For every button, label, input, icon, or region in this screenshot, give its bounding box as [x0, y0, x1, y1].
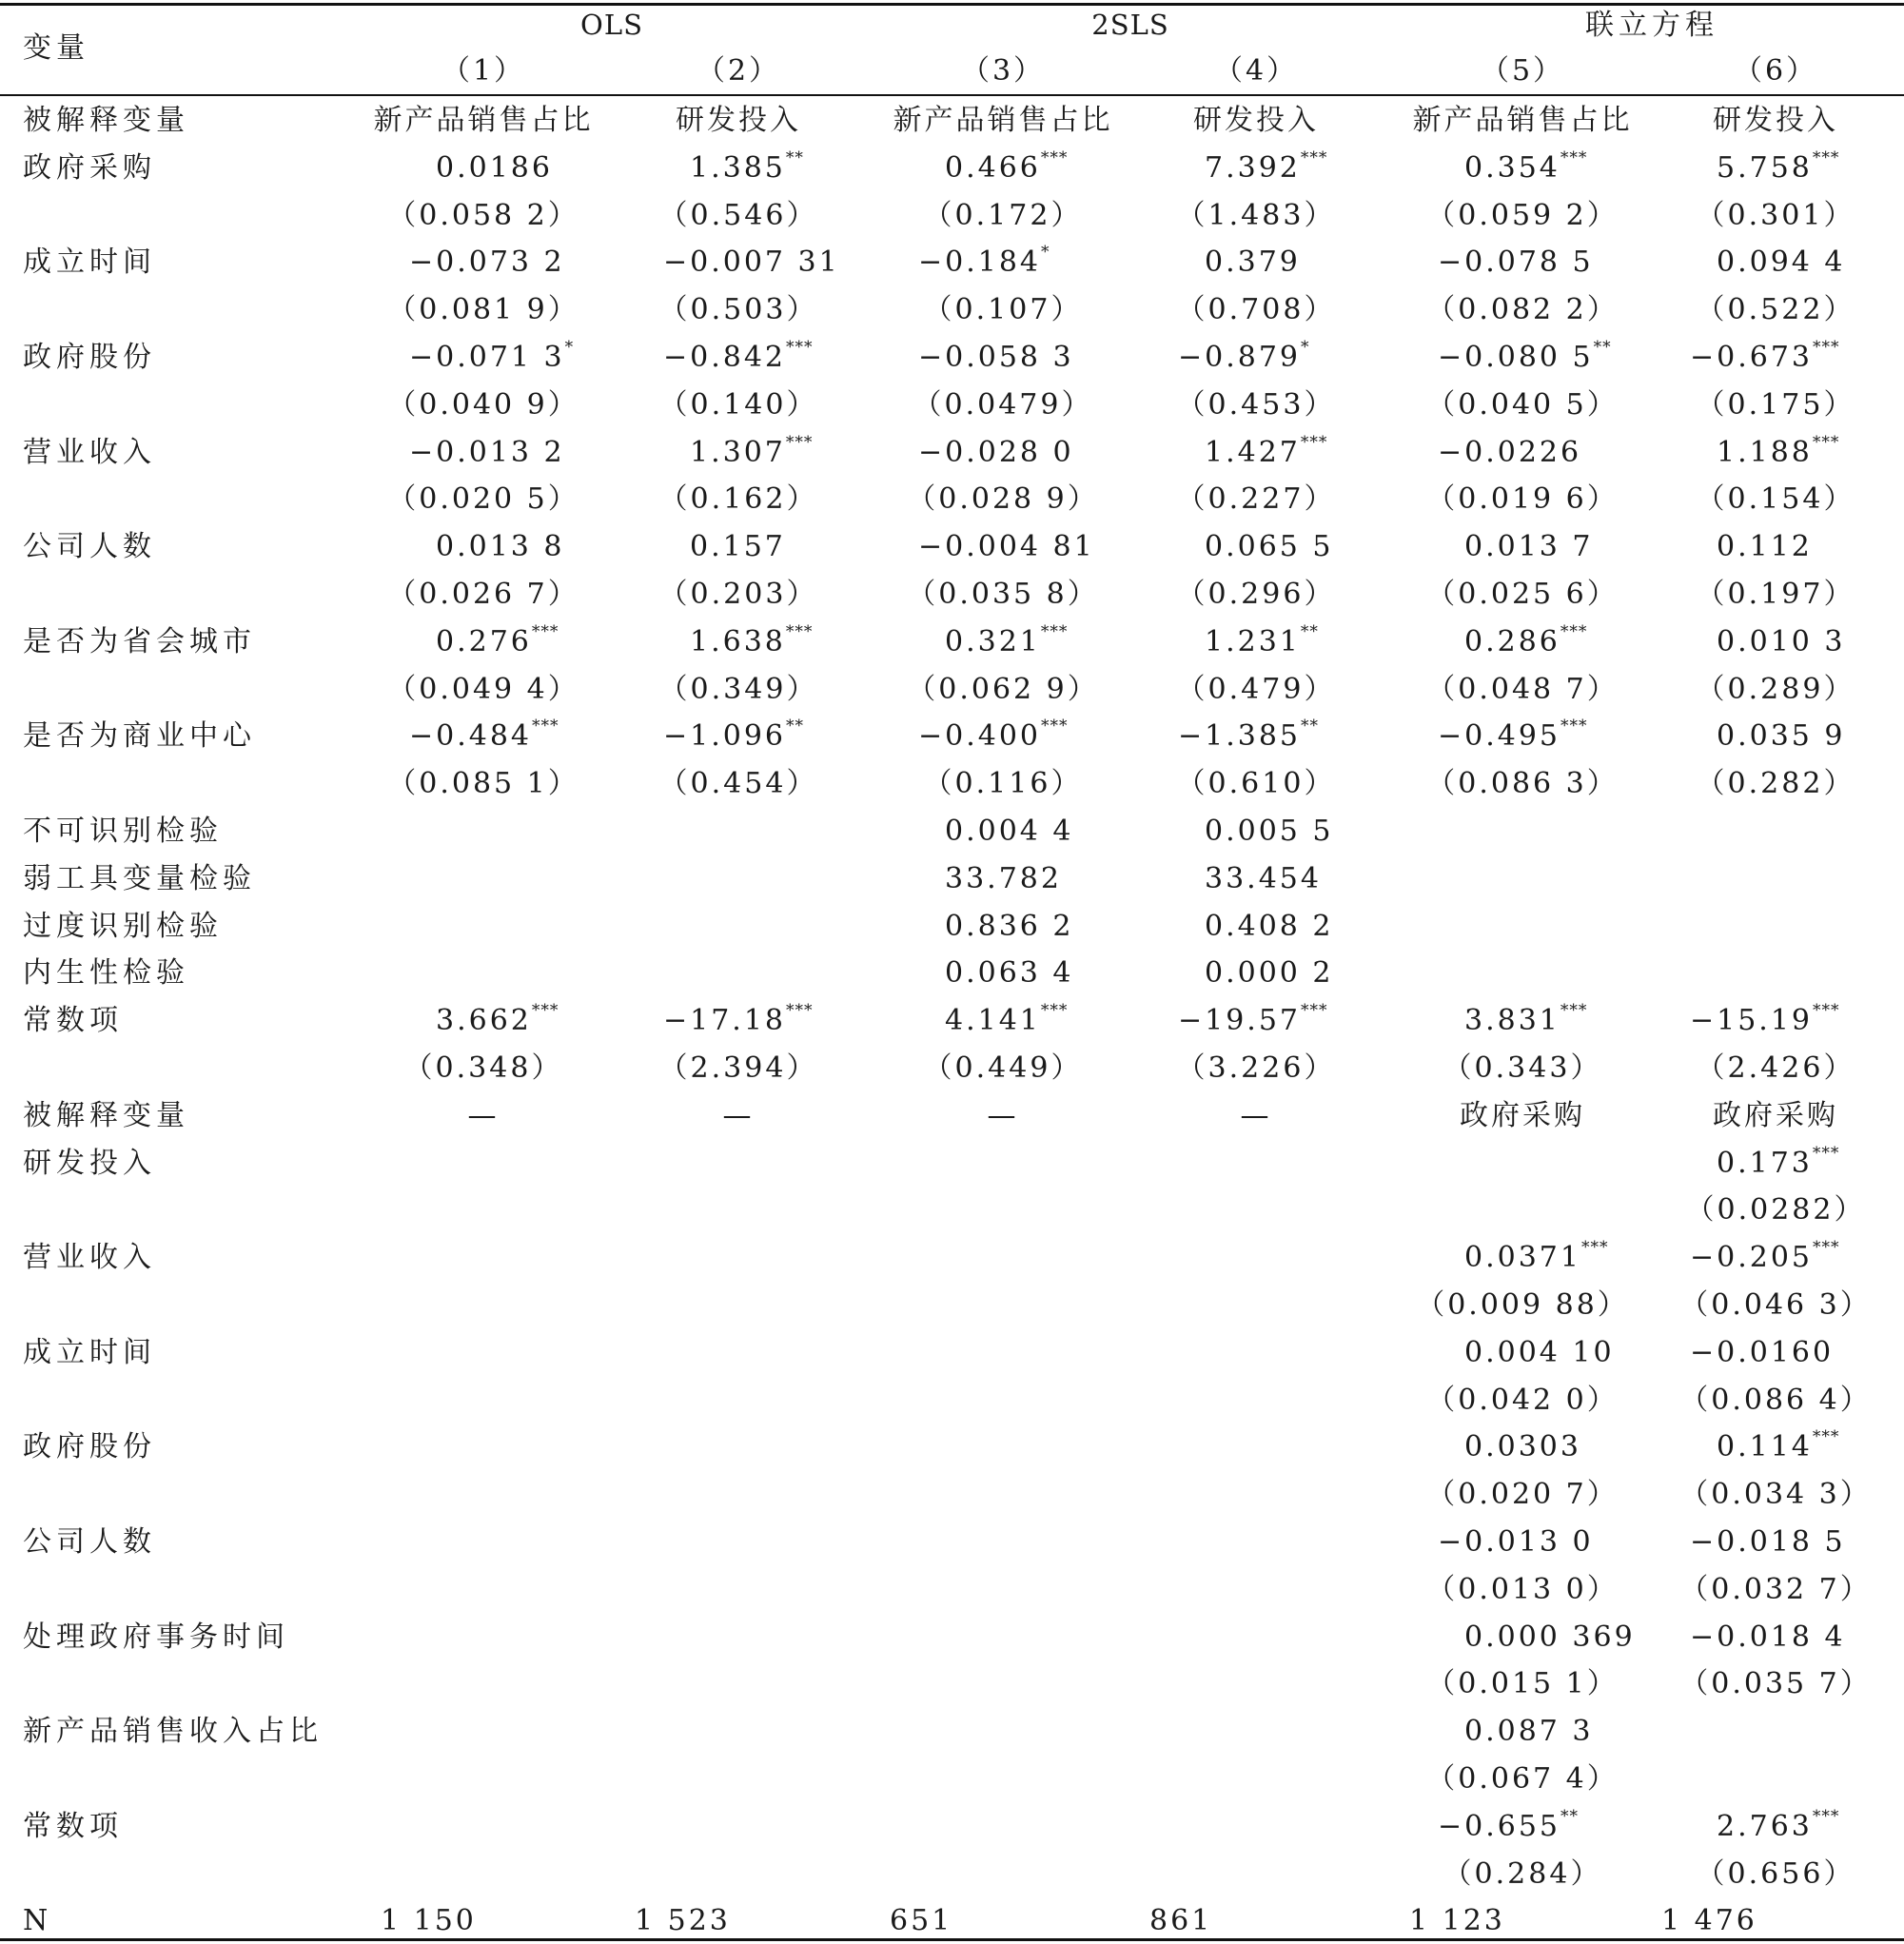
table-cell: （0.289） [1696, 673, 1855, 706]
table-cell: −0.078 5 [1438, 245, 1594, 279]
table-cell: （0.086 4） [1679, 1384, 1872, 1417]
table-cell: （0.522） [1696, 293, 1855, 326]
column-number-6: （6） [1733, 54, 1818, 88]
table-cell: −0.184* [918, 243, 1050, 279]
table-cell: 1.638*** [690, 622, 814, 658]
group-header-2sls: 2SLS [1091, 9, 1169, 41]
table-cell: （0.040 9） [387, 388, 579, 422]
table-cell: 0.010 3 [1717, 625, 1846, 658]
table-cell: （0.019 6） [1426, 482, 1619, 516]
table-cell: （0.172） [923, 199, 1083, 232]
table-cell: 5.758*** [1717, 148, 1840, 185]
table-cell: 0.005 5 [1205, 815, 1334, 848]
table-cell: 0.276*** [436, 622, 559, 658]
column-number-4: （4） [1213, 54, 1299, 88]
table-cell: （0.081 9） [387, 293, 579, 326]
table-cell: 政府采购 [1460, 1099, 1585, 1132]
table-cell: 政府采购 [1713, 1099, 1838, 1132]
table-cell: （0.013 0） [1426, 1573, 1619, 1606]
column-number-2: （2） [696, 54, 781, 88]
table-cell: （0.020 7） [1426, 1478, 1619, 1511]
table-cell: （0.284） [1443, 1857, 1602, 1891]
table-cell: — [1240, 1099, 1272, 1132]
table-cell: （0.046 3） [1679, 1288, 1872, 1322]
table-cell: −0.673*** [1690, 338, 1840, 374]
table-cell: −0.058 3 [918, 341, 1074, 374]
table-cell: （0.282） [1696, 767, 1855, 800]
table-cell: 0.408 2 [1205, 910, 1334, 943]
table-cell: 0.004 10 [1464, 1336, 1615, 1369]
table-cell: （0.059 2） [1426, 199, 1619, 232]
table-cell: 新产品销售占比 [893, 104, 1113, 137]
table-cell: 0.354*** [1464, 148, 1588, 185]
row-label: 公司人数 [23, 530, 156, 563]
table-cell: （0.348） [403, 1051, 563, 1085]
group-header-ols: OLS [580, 9, 643, 41]
table-cell: −15.19*** [1690, 1001, 1840, 1037]
row-label: 是否为省会城市 [23, 625, 256, 658]
row-label: 成立时间 [23, 1336, 156, 1369]
column-number-5: （5） [1480, 54, 1565, 88]
table-cell: −0.0160 [1690, 1336, 1835, 1369]
table-cell: 研发投入 [1713, 104, 1838, 137]
table-cell: −0.495*** [1438, 717, 1588, 753]
table-cell: （2.394） [658, 1051, 818, 1085]
table-cell: 4.141*** [945, 1001, 1069, 1037]
table-cell: （0.067 4） [1426, 1762, 1619, 1796]
table-cell: 0.004 4 [945, 815, 1074, 848]
table-cell: （0.449） [923, 1051, 1083, 1085]
table-cell: （0.042 0） [1426, 1384, 1619, 1417]
row-label: 内生性检验 [23, 956, 189, 990]
row-label: 成立时间 [23, 245, 156, 279]
table-cell: 0.112 [1717, 530, 1813, 563]
table-cell: 1 523 [635, 1904, 731, 1937]
row-label: 被解释变量 [23, 1099, 189, 1132]
table-cell: 0.000 2 [1205, 956, 1334, 990]
table-cell: −0.655** [1438, 1807, 1580, 1843]
table-cell: 0.0303 [1464, 1430, 1581, 1463]
table-cell: — [467, 1099, 500, 1132]
table-cell: （0.026 7） [387, 578, 579, 611]
table-cell: −17.18*** [663, 1001, 814, 1037]
table-cell: −0.400*** [918, 717, 1069, 753]
table-cell: −0.071 3* [409, 338, 575, 374]
row-label: 政府股份 [23, 341, 156, 374]
table-cell: 3.662*** [436, 1001, 559, 1037]
table-cell: −0.018 4 [1690, 1620, 1846, 1654]
table-cell: 0.466*** [945, 148, 1069, 185]
table-cell: （0.086 3） [1426, 767, 1619, 800]
table-cell: （0.197） [1696, 578, 1855, 611]
table-cell: （0.708） [1176, 293, 1336, 326]
table-cell: 0.0371*** [1464, 1238, 1609, 1274]
table-cell: 1.385** [690, 148, 804, 185]
table-cell: 新产品销售占比 [373, 104, 594, 137]
table-cell: （0.503） [658, 293, 818, 326]
row-label: 政府股份 [23, 1430, 156, 1463]
table-cell: （0.048 7） [1426, 673, 1619, 706]
table-cell: 0.157 [690, 530, 786, 563]
table-cell: −0.0226 [1438, 436, 1582, 469]
table-cell: （0.162） [658, 482, 818, 516]
table-cell: 1.427*** [1205, 433, 1328, 469]
table-cell: 0.000 369 [1464, 1620, 1636, 1654]
table-cell: 0.013 7 [1464, 530, 1594, 563]
table-cell: −0.028 0 [918, 436, 1074, 469]
table-cell: 1 476 [1661, 1904, 1757, 1937]
table-cell: 研发投入 [1193, 104, 1319, 137]
table-cell: 0.063 4 [945, 956, 1074, 990]
table-cell: 33.454 [1205, 862, 1322, 895]
variable-header: 变量 [23, 31, 89, 65]
table-cell: 0.836 2 [945, 910, 1074, 943]
table-cell: — [987, 1099, 1019, 1132]
table-cell: （0.116） [923, 767, 1083, 800]
table-cell: （0.032 7） [1679, 1573, 1872, 1606]
table-cell: 1.307*** [690, 433, 814, 469]
table-cell: 0.0186 [436, 151, 553, 185]
table-cell: （0.140） [658, 388, 818, 422]
table-cell: −0.073 2 [409, 245, 565, 279]
table-cell: （0.610） [1176, 767, 1336, 800]
table-cell: — [722, 1099, 755, 1132]
table-cell: 0.065 5 [1205, 530, 1334, 563]
table-cell: （0.203） [658, 578, 818, 611]
row-label: 常数项 [23, 1004, 123, 1037]
table-cell: （0.025 6） [1426, 578, 1619, 611]
table-cell: （0.154） [1696, 482, 1855, 516]
group-header-simultaneous: 联立方程 [1585, 9, 1718, 42]
row-label: 处理政府事务时间 [23, 1620, 289, 1654]
table-cell: −19.57*** [1178, 1001, 1328, 1037]
table-cell: 0.321*** [945, 622, 1069, 658]
table-cell: （0.058 2） [387, 199, 579, 232]
table-cell: −0.080 5** [1438, 338, 1612, 374]
table-cell: 33.782 [945, 862, 1062, 895]
table-cell: （0.546） [658, 199, 818, 232]
table-cell: （0.0282） [1685, 1193, 1866, 1227]
table-cell: （0.454） [658, 767, 818, 800]
row-label: 新产品销售收入占比 [23, 1715, 323, 1748]
table-cell: 0.173*** [1717, 1144, 1840, 1180]
table-cell: 研发投入 [676, 104, 801, 137]
table-cell: （0.301） [1696, 199, 1855, 232]
table-cell: （0.020 5） [387, 482, 579, 516]
row-label: 公司人数 [23, 1525, 156, 1559]
table-cell: 1.188*** [1717, 433, 1840, 469]
table-cell: −1.385** [1178, 717, 1320, 753]
table-cell: −0.879* [1178, 338, 1310, 374]
table-cell: （0.015 1） [1426, 1667, 1619, 1700]
table-cell: （0.296） [1176, 578, 1336, 611]
table-cell: （0.453） [1176, 388, 1336, 422]
table-cell: 1 123 [1409, 1904, 1505, 1937]
table-cell: 651 [890, 1904, 953, 1937]
table-cell: （0.062 9） [907, 673, 1099, 706]
table-cell: −0.842*** [663, 338, 814, 374]
bottom-rule [0, 1938, 1904, 1941]
table-cell: （0.656） [1696, 1857, 1855, 1891]
row-label: 政府采购 [23, 151, 156, 185]
table-cell: （0.349） [658, 673, 818, 706]
table-cell: 0.379 [1205, 245, 1301, 279]
row-label: N [23, 1904, 53, 1937]
table-cell: −0.013 0 [1438, 1525, 1594, 1559]
top-rule [0, 3, 1904, 6]
table-cell: 2.763*** [1717, 1807, 1840, 1843]
table-cell: （1.483） [1176, 199, 1336, 232]
table-cell: −0.013 2 [409, 436, 565, 469]
table-cell: 7.392*** [1205, 148, 1328, 185]
table-cell: 0.087 3 [1464, 1715, 1594, 1748]
table-cell: −1.096** [663, 717, 805, 753]
table-cell: （0.035 7） [1679, 1667, 1872, 1700]
table-cell: （2.426） [1696, 1051, 1855, 1085]
table-cell: （0.479） [1176, 673, 1336, 706]
row-label: 营业收入 [23, 1241, 156, 1274]
table-cell: （3.226） [1176, 1051, 1336, 1085]
row-label: 是否为商业中心 [23, 719, 256, 753]
table-cell: −0.484*** [409, 717, 559, 753]
table-cell: （0.009 88） [1416, 1288, 1629, 1322]
table-cell: 0.013 8 [436, 530, 565, 563]
header-rule [0, 94, 1904, 96]
row-label: 营业收入 [23, 436, 156, 469]
table-cell: （0.085 1） [387, 767, 579, 800]
table-cell: （0.227） [1176, 482, 1336, 516]
table-cell: （0.040 5） [1426, 388, 1619, 422]
table-cell: 0.286*** [1464, 622, 1588, 658]
row-label: 过度识别检验 [23, 910, 223, 943]
table-cell: 0.094 4 [1717, 245, 1846, 279]
table-cell: （0.0479） [913, 388, 1093, 422]
row-label: 不可识别检验 [23, 815, 223, 848]
column-number-3: （3） [960, 54, 1046, 88]
row-label: 研发投入 [23, 1147, 156, 1180]
table-cell: −0.004 81 [918, 530, 1095, 563]
table-cell: −0.007 31 [663, 245, 840, 279]
table-cell: −0.205*** [1690, 1238, 1840, 1274]
table-cell: （0.343） [1443, 1051, 1602, 1085]
table-cell: （0.034 3） [1679, 1478, 1872, 1511]
table-cell: （0.082 2） [1426, 293, 1619, 326]
column-number-1: （1） [441, 54, 526, 88]
table-cell: （0.107） [923, 293, 1083, 326]
row-label: 弱工具变量检验 [23, 862, 256, 895]
table-cell: （0.035 8） [907, 578, 1099, 611]
table-cell: −0.018 5 [1690, 1525, 1846, 1559]
table-cell: 861 [1149, 1904, 1213, 1937]
table-cell: 0.114*** [1717, 1427, 1840, 1463]
table-cell: 3.831*** [1464, 1001, 1588, 1037]
table-cell: （0.049 4） [387, 673, 579, 706]
table-cell: 1 150 [381, 1904, 477, 1937]
row-label: 常数项 [23, 1810, 123, 1843]
table-cell: 0.035 9 [1717, 719, 1846, 753]
table-cell: （0.028 9） [907, 482, 1099, 516]
table-cell: 1.231** [1205, 622, 1319, 658]
table-cell: 新产品销售占比 [1412, 104, 1633, 137]
table-cell: （0.175） [1696, 388, 1855, 422]
row-label: 被解释变量 [23, 104, 189, 137]
